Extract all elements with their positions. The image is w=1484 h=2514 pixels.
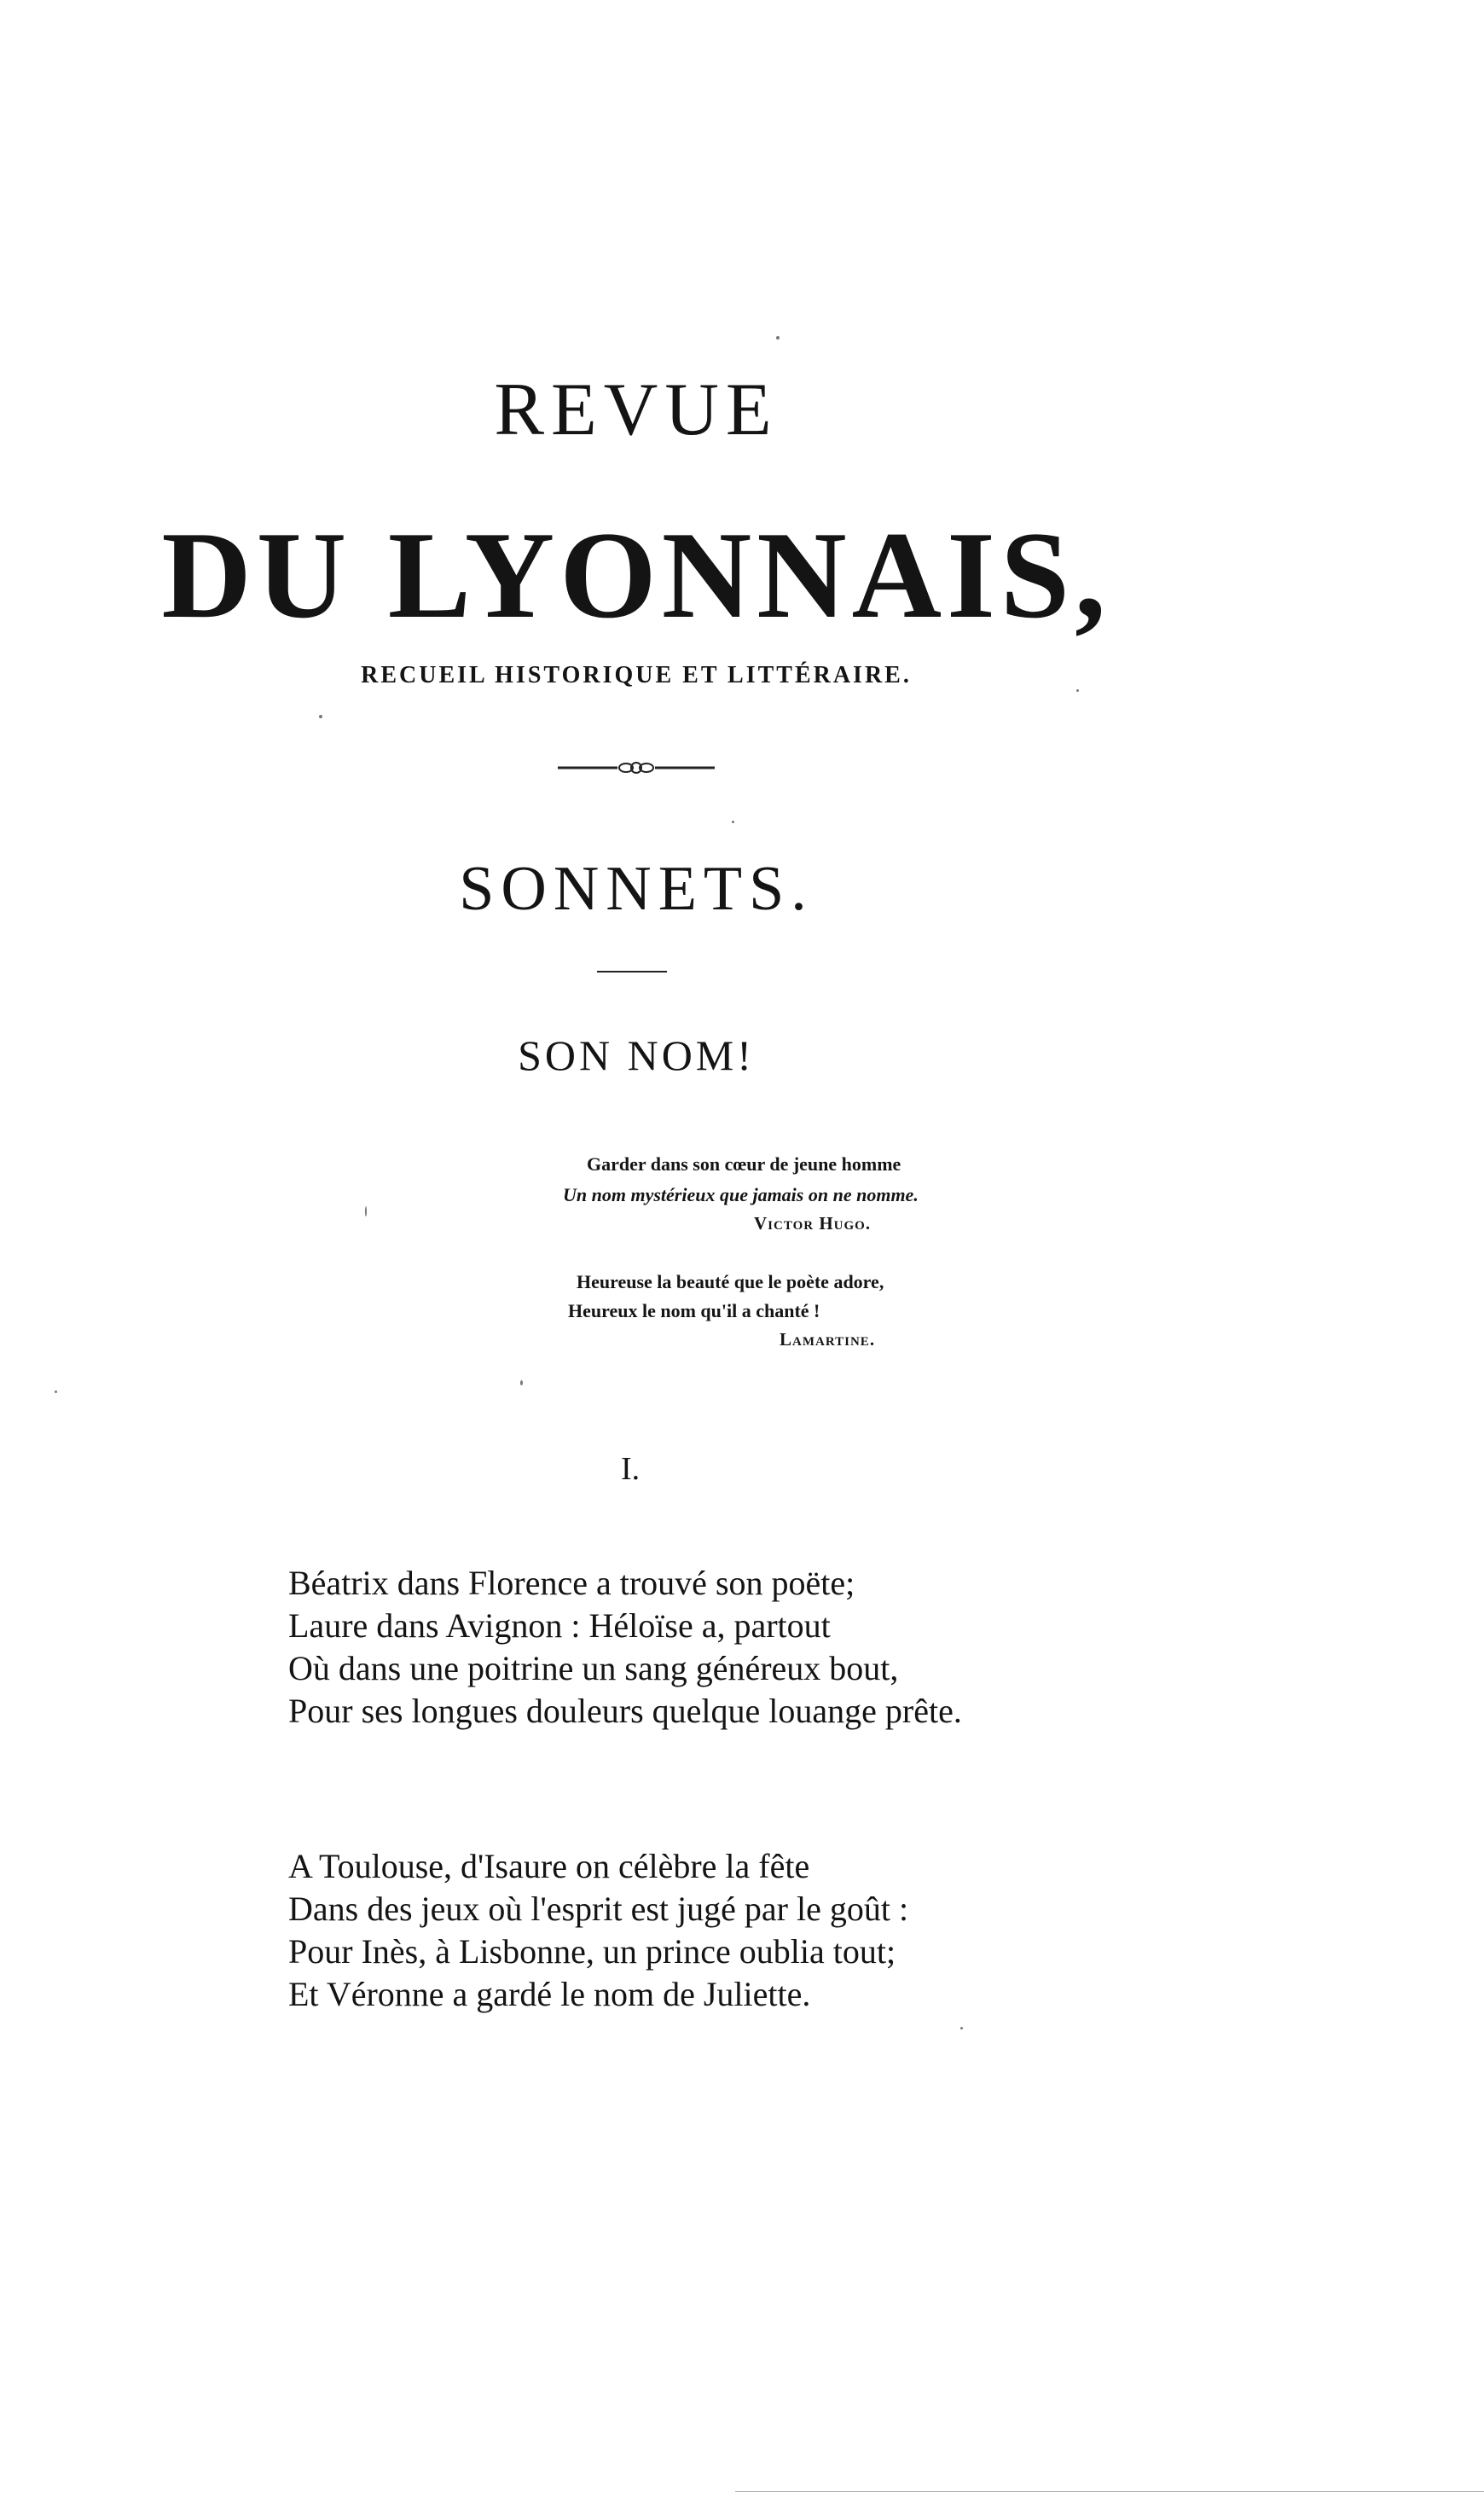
epigraph-line: Heureuse la beauté que le poète adore, bbox=[577, 1271, 884, 1292]
scan-speck bbox=[365, 1206, 367, 1216]
scan-speck bbox=[776, 336, 780, 340]
scan-speck bbox=[960, 2027, 963, 2029]
epigraph-attribution: Victor Hugo. bbox=[754, 1213, 872, 1234]
scan-speck bbox=[319, 715, 322, 718]
section-title: SONNETS. bbox=[459, 854, 814, 924]
scan-speck bbox=[520, 1380, 523, 1385]
scan-speck bbox=[1076, 689, 1079, 692]
verse-line: A Toulouse, d'Isaure on célèbre la fête bbox=[288, 1847, 810, 1885]
scan-speck bbox=[732, 821, 734, 823]
verse-line: Pour ses longues douleurs quelque louange prête. bbox=[288, 1692, 962, 1730]
epigraph-line: Garder dans son cœur de jeune homme bbox=[587, 1153, 901, 1175]
verse-line: Et Véronne a gardé le nom de Juliette. bbox=[288, 1975, 811, 2013]
verse-line: Où dans une poitrine un sang généreux bout, bbox=[288, 1649, 899, 1687]
epigraph-line: Heureux le nom qu'il a chanté ! bbox=[568, 1300, 820, 1321]
verse-line: Dans des jeux où l'esprit est jugé par le goût : bbox=[288, 1890, 909, 1928]
masthead-title: DU LYONNAIS, bbox=[161, 506, 1111, 644]
masthead-subtitle: RECUEIL HISTORIQUE ET LITTÉRAIRE. bbox=[361, 662, 912, 688]
poem-title: SON NOM! bbox=[518, 1031, 755, 1079]
verse-line: Laure dans Avignon : Héloïse a, partout bbox=[288, 1606, 831, 1645]
verse-line: Béatrix dans Florence a trouvé son poëte; bbox=[288, 1564, 855, 1602]
bottom-edge-line bbox=[735, 2491, 1484, 2492]
ornament-divider bbox=[558, 759, 715, 776]
masthead-top-line: REVUE bbox=[494, 369, 779, 451]
verse-line: Pour Inès, à Lisbonne, un prince oublia tout; bbox=[288, 1932, 896, 1971]
short-rule bbox=[597, 971, 667, 973]
sonnet-number: I. bbox=[621, 1451, 641, 1487]
scan-speck bbox=[55, 1391, 57, 1393]
epigraph-line: Un nom mystérieux que jamais on ne nomme. bbox=[563, 1184, 919, 1205]
epigraph-attribution: Lamartine. bbox=[780, 1329, 876, 1350]
